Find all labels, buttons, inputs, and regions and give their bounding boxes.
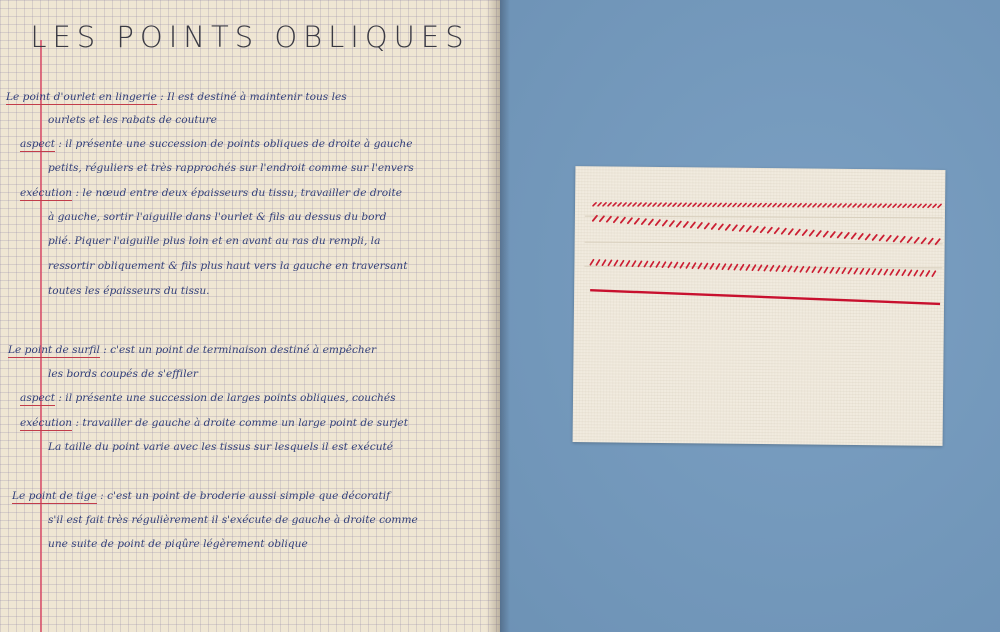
stitch [887, 236, 891, 241]
stitch [733, 225, 737, 230]
text-line: plié. Piquer l'aiguille plus loin et en avant au ras du rempli, la [48, 235, 381, 247]
stitch [858, 204, 861, 207]
stitch [705, 223, 709, 228]
stitch [933, 204, 936, 207]
stitch [738, 203, 741, 206]
stitch [608, 260, 611, 265]
stitch [902, 270, 905, 275]
stitch [803, 230, 807, 235]
stitch [894, 236, 898, 241]
stitch [859, 234, 863, 239]
stitch [623, 203, 626, 206]
text-line: exécution : le nœud entre deux épaisseurs du tissu, travailler de droite [20, 187, 402, 199]
stitch [810, 231, 814, 236]
stitch [638, 203, 641, 206]
stitch [758, 265, 761, 270]
stitch [845, 233, 849, 238]
stitch [838, 204, 841, 207]
text-line: petits, réguliers et très rapprochés sur l'endroit comme sur l'envers [48, 162, 414, 174]
stitch [656, 220, 660, 225]
stitch [653, 203, 656, 206]
stitch [710, 264, 713, 269]
stitch [726, 225, 730, 230]
stitch [764, 266, 767, 271]
stitch [793, 204, 796, 207]
stitch [908, 270, 911, 275]
stitch [614, 261, 617, 266]
text-line: les bords coupés de s'effiler [48, 368, 198, 380]
stitch [677, 221, 681, 226]
stitch [670, 221, 674, 226]
stitch [926, 271, 929, 276]
stitch [743, 203, 746, 206]
section-heading: Le point d'ourlet en lingerie [6, 91, 157, 103]
stitch [698, 223, 702, 228]
stitch [719, 224, 723, 229]
stitch [863, 204, 866, 207]
stitch [686, 263, 689, 268]
stitch [903, 204, 906, 207]
stitch [733, 203, 736, 206]
stitch [668, 203, 671, 206]
stitch [830, 268, 833, 273]
stitch [828, 204, 831, 207]
stitch [684, 222, 688, 227]
stitch [803, 204, 806, 207]
stitch [812, 267, 815, 272]
stitch [788, 204, 791, 207]
stitch [843, 204, 846, 207]
stitch [888, 204, 891, 207]
section-heading: Le point de tige [12, 490, 97, 502]
stitch [698, 203, 701, 206]
stitch [642, 219, 646, 224]
stitch [628, 218, 632, 223]
stitch [878, 204, 881, 207]
stitch [683, 203, 686, 206]
stitch [698, 263, 701, 268]
stitch [752, 265, 755, 270]
stitch [770, 266, 773, 271]
stitch [783, 204, 786, 207]
stitch [848, 204, 851, 207]
stitch [873, 235, 877, 240]
stitch [922, 238, 926, 243]
stitch [932, 271, 935, 276]
stitch [663, 221, 667, 226]
stitch [673, 203, 676, 206]
stitch [713, 203, 716, 206]
stitch [712, 224, 716, 229]
section-heading: Le point de surfil [8, 344, 100, 356]
stitch [747, 226, 751, 231]
stitch [873, 204, 876, 207]
text-line: aspect : il présente une succession de points obliques de droite à gauche [20, 138, 413, 150]
stitch [824, 232, 828, 237]
field-label: exécution [20, 187, 73, 199]
stitch [824, 268, 827, 273]
stitch [632, 261, 635, 266]
stitch [618, 203, 621, 206]
text-line: ourlets et les rabats de couture [48, 114, 217, 126]
stitch [923, 204, 926, 207]
stitch [678, 203, 681, 206]
page-title: LES POINTS OBLIQUES [30, 20, 470, 54]
stitch [691, 222, 695, 227]
text-line: Le point de surfil : c'est un point de terminaison destiné à empêcher [8, 344, 377, 356]
stitch [593, 203, 596, 206]
stitch [773, 204, 776, 207]
stitch [663, 203, 666, 206]
stitch [898, 204, 901, 207]
stitch [703, 203, 706, 206]
fabric-sample [573, 166, 946, 446]
stitch [872, 269, 875, 274]
stitch [753, 204, 756, 207]
stitch [748, 203, 751, 206]
margin-line [40, 40, 42, 632]
stitch [600, 216, 604, 221]
stitch [818, 267, 821, 272]
stitch [914, 271, 917, 276]
stitch-row-ourlet [593, 201, 941, 210]
text-line: La taille du point varie avec les tissus sur lesquels il est exécuté [48, 441, 394, 453]
stitch [838, 232, 842, 237]
text-line: s'il est fait très régulièrement il s'exécute de gauche à droite comme [48, 514, 418, 526]
stitch [796, 230, 800, 235]
stitch [915, 238, 919, 243]
text-line: ressortir obliquement & fils plus haut vers la gauche en traversant [48, 260, 408, 272]
stitch [648, 203, 651, 206]
stitch [831, 232, 835, 237]
stitch [860, 269, 863, 274]
stitch [789, 229, 793, 234]
stitch [848, 268, 851, 273]
stitch [761, 227, 765, 232]
stitch [878, 269, 881, 274]
stitch [866, 234, 870, 239]
stitch [598, 203, 601, 206]
stitch [883, 204, 886, 207]
stitch [620, 261, 623, 266]
stitch [693, 203, 696, 206]
stitch [817, 231, 821, 236]
stitch [658, 203, 661, 206]
stitch [920, 271, 923, 276]
stitch [621, 218, 625, 223]
stitch [633, 203, 636, 206]
stitch [928, 204, 931, 207]
text-line: une suite de point de piqûre légèrement oblique [48, 538, 308, 550]
stitch-row-tige [590, 290, 940, 304]
text-line: Le point de tige : c'est un point de broderie aussi simple que décoratif [12, 490, 391, 502]
stitch [602, 260, 605, 265]
stitch [884, 270, 887, 275]
stitch [614, 217, 618, 222]
stitch [775, 228, 779, 233]
stitch [728, 203, 731, 206]
stitch [854, 269, 857, 274]
stitch [938, 204, 941, 207]
stitch [768, 228, 772, 233]
stitch [890, 270, 893, 275]
stitch [613, 203, 616, 206]
stitch [596, 260, 599, 265]
stitch [643, 203, 646, 206]
stitch-samples [573, 166, 946, 446]
stitch [768, 204, 771, 207]
stitch [649, 220, 653, 225]
stitch [704, 264, 707, 269]
stitch [608, 203, 611, 206]
stitch [808, 204, 811, 207]
stitch [929, 239, 933, 244]
stitch [628, 203, 631, 206]
stitch [833, 204, 836, 207]
field-label: aspect [20, 138, 55, 150]
stitch [638, 261, 641, 266]
stitch [635, 219, 639, 224]
stitch [842, 268, 845, 273]
stitch-row-surfil [593, 216, 940, 244]
stitch [626, 261, 629, 266]
stitch [778, 204, 781, 207]
stitch [718, 203, 721, 206]
stitch [908, 204, 911, 207]
stitch [723, 203, 726, 206]
text-line: Le point d'ourlet en lingerie : Il est destiné à maintenir tous les [6, 91, 347, 103]
stitch [813, 204, 816, 207]
stitch [852, 233, 856, 238]
stitch [603, 203, 606, 206]
stitch [740, 226, 744, 231]
stitch [880, 235, 884, 240]
stitch [918, 204, 921, 207]
stitch [644, 262, 647, 267]
text-line: toutes les épaisseurs du tissu. [48, 285, 210, 297]
stitch [798, 204, 801, 207]
stitch [818, 204, 821, 207]
stitch [866, 269, 869, 274]
text-line: aspect : il présente une succession de larges points obliques, couchés [20, 392, 396, 404]
stitch [868, 204, 871, 207]
stitch [782, 229, 786, 234]
stitch [758, 204, 761, 207]
stitch [692, 263, 695, 268]
stitch [901, 237, 905, 242]
text-line: exécution : travailler de gauche à droite comme un large point de surjet [20, 417, 408, 429]
stitch [708, 203, 711, 206]
stitch [607, 217, 611, 222]
stitch [913, 204, 916, 207]
stitch [836, 268, 839, 273]
stitch [590, 260, 593, 265]
stitch [688, 203, 691, 206]
stitch [896, 270, 899, 275]
stitch [823, 204, 826, 207]
stitch [893, 204, 896, 207]
stitch [763, 204, 766, 207]
stitch [908, 237, 912, 242]
stitch [754, 227, 758, 232]
text-line: à gauche, sortir l'aiguille dans l'ourlet & fils au dessus du bord [48, 211, 387, 223]
field-label: exécution [20, 417, 73, 429]
stitch [853, 204, 856, 207]
field-label: aspect [20, 392, 55, 404]
